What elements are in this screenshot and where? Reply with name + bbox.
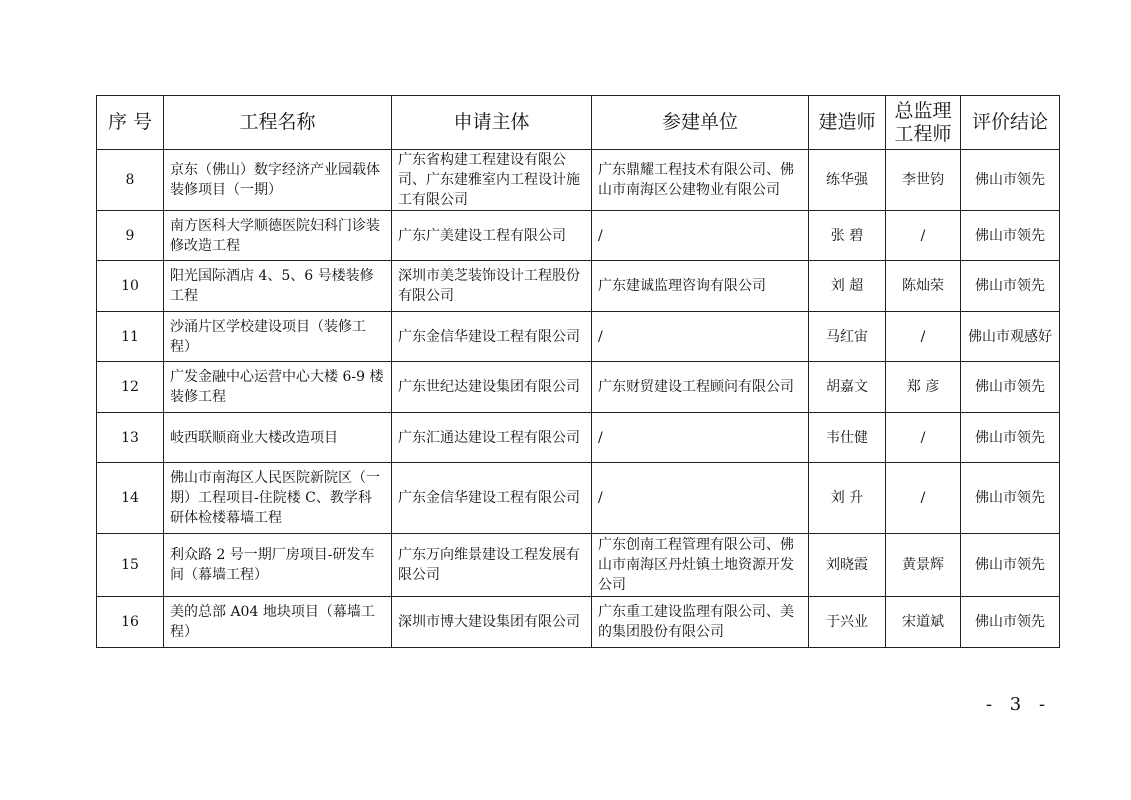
header-builder: 建造师 (809, 96, 886, 150)
cell-supervisor: 黄景辉 (886, 534, 961, 597)
cell-participants: / (592, 211, 809, 261)
cell-supervisor: 李世钧 (886, 150, 961, 211)
cell-no: 11 (97, 312, 164, 362)
cell-supervisor: / (886, 413, 961, 463)
cell-builder: 胡嘉文 (809, 362, 886, 413)
cell-participants: 广东建诚监理咨询有限公司 (592, 261, 809, 312)
cell-no: 15 (97, 534, 164, 597)
cell-builder: 于兴业 (809, 597, 886, 648)
table-row (97, 534, 1060, 597)
cell-supervisor: / (886, 463, 961, 534)
cell-no: 13 (97, 413, 164, 463)
cell-builder: 马红宙 (809, 312, 886, 362)
header-participants: 参建单位 (592, 96, 809, 150)
cell-evaluation: 佛山市领先 (961, 597, 1060, 648)
cell-applicant: 广东世纪达建设集团有限公司 (392, 362, 592, 413)
table-row (97, 312, 1060, 362)
header-project-name: 工程名称 (164, 96, 392, 150)
page-number: - 3 - (986, 694, 1052, 715)
cell-project-name: 美的总部 A04 地块项目（幕墙工程） (164, 597, 392, 648)
cell-evaluation: 佛山市领先 (961, 150, 1060, 211)
cell-participants: / (592, 413, 809, 463)
cell-applicant: 广东广美建设工程有限公司 (392, 211, 592, 261)
header-no: 序 号 (97, 96, 164, 150)
cell-supervisor: / (886, 211, 961, 261)
cell-supervisor: 陈灿荣 (886, 261, 961, 312)
cell-participants: 广东鼎耀工程技术有限公司、佛山市南海区公建物业有限公司 (592, 150, 809, 211)
cell-participants: 广东重工建设监理有限公司、美的集团股份有限公司 (592, 597, 809, 648)
cell-project-name: 京东（佛山）数字经济产业园载体装修项目（一期） (164, 150, 392, 211)
header-row (97, 96, 1060, 150)
cell-builder: 刘晓霞 (809, 534, 886, 597)
header-supervisor: 总监理工程师 (886, 96, 961, 150)
cell-participants: / (592, 463, 809, 534)
cell-no: 8 (97, 150, 164, 211)
cell-no: 9 (97, 211, 164, 261)
cell-applicant: 广东万向维景建设工程发展有限公司 (392, 534, 592, 597)
cell-evaluation: 佛山市领先 (961, 463, 1060, 534)
table-row (97, 261, 1060, 312)
cell-builder: 张 碧 (809, 211, 886, 261)
header-applicant: 申请主体 (392, 96, 592, 150)
cell-applicant: 深圳市美芝装饰设计工程股份有限公司 (392, 261, 592, 312)
cell-project-name: 沙涌片区学校建设项目（装修工程） (164, 312, 392, 362)
cell-applicant: 广东金信华建设工程有限公司 (392, 312, 592, 362)
cell-project-name: 南方医科大学顺德医院妇科门诊装修改造工程 (164, 211, 392, 261)
table-row (97, 211, 1060, 261)
table-row (97, 597, 1060, 648)
cell-supervisor: / (886, 312, 961, 362)
table-row (97, 413, 1060, 463)
cell-evaluation: 佛山市领先 (961, 261, 1060, 312)
cell-evaluation: 佛山市领先 (961, 211, 1060, 261)
cell-project-name: 阳光国际酒店 4、5、6 号楼装修工程 (164, 261, 392, 312)
cell-participants: 广东创南工程管理有限公司、佛山市南海区丹灶镇土地资源开发公司 (592, 534, 809, 597)
header-evaluation: 评价结论 (961, 96, 1060, 150)
cell-participants: / (592, 312, 809, 362)
cell-evaluation: 佛山市领先 (961, 413, 1060, 463)
cell-no: 14 (97, 463, 164, 534)
table-row (97, 150, 1060, 211)
cell-project-name: 广发金融中心运营中心大楼 6-9 楼装修工程 (164, 362, 392, 413)
cell-no: 16 (97, 597, 164, 648)
cell-applicant: 广东省构建工程建设有限公司、广东建雅室内工程设计施工有限公司 (392, 150, 592, 211)
table-row (97, 463, 1060, 534)
cell-evaluation: 佛山市领先 (961, 362, 1060, 413)
cell-evaluation: 佛山市领先 (961, 534, 1060, 597)
cell-supervisor: 郑 彦 (886, 362, 961, 413)
cell-supervisor: 宋道斌 (886, 597, 961, 648)
cell-evaluation: 佛山市观感好 (961, 312, 1060, 362)
cell-no: 12 (97, 362, 164, 413)
cell-builder: 练华强 (809, 150, 886, 211)
table-row (97, 362, 1060, 413)
cell-participants: 广东财贸建设工程顾问有限公司 (592, 362, 809, 413)
cell-builder: 韦仕健 (809, 413, 886, 463)
cell-builder: 刘 超 (809, 261, 886, 312)
cell-project-name: 佛山市南海区人民医院新院区（一期）工程项目-住院楼 C、教学科研体检楼幕墙工程 (164, 463, 392, 534)
cell-project-name: 岐西联顺商业大楼改造项目 (164, 413, 392, 463)
cell-builder: 刘 升 (809, 463, 886, 534)
cell-project-name: 利众路 2 号一期厂房项目-研发车间（幕墙工程） (164, 534, 392, 597)
project-evaluation-table (96, 95, 1060, 648)
cell-applicant: 广东汇通达建设工程有限公司 (392, 413, 592, 463)
cell-applicant: 广东金信华建设工程有限公司 (392, 463, 592, 534)
cell-no: 10 (97, 261, 164, 312)
cell-applicant: 深圳市博大建设集团有限公司 (392, 597, 592, 648)
